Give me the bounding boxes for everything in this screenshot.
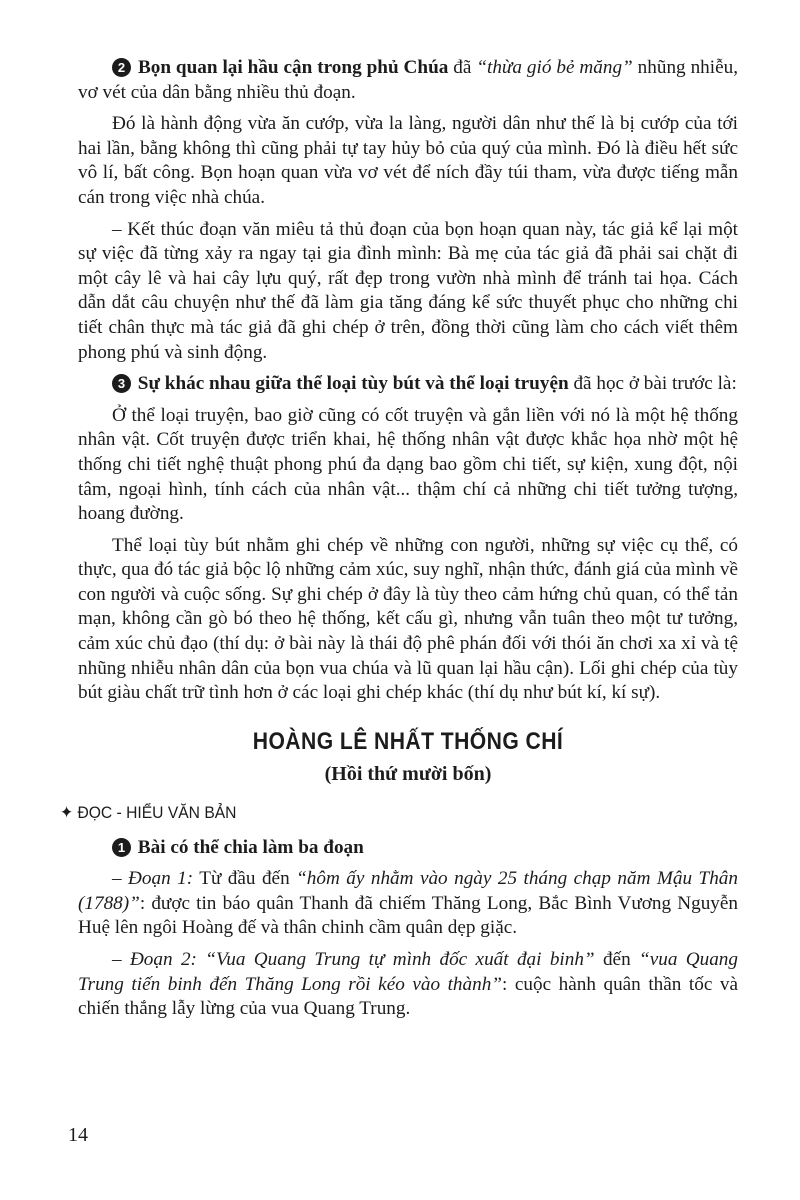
paragraph-division [78, 836, 738, 861]
text: đã học ở bài trước là: [568, 373, 737, 395]
page-number: 14 [68, 1124, 88, 1146]
number-3-badge: 3 [112, 374, 131, 393]
text: nhũng nhiễu, vơ vét của dân bằng nhiều thủ đoạn. [78, 57, 738, 103]
label-part-1: – Đoạn 1: [112, 868, 194, 890]
text: : cuộc hành quân thần tốc và chiến thắng lẫy lừng của vua Quang Trung. [78, 973, 739, 1020]
paragraph-essay-genre: Thể loại tùy bút nhằm ghi chép về những con người, những sự việc cụ thể, có thực, qua đó tác giả bộc lộ những cảm xúc, suy nghĩ, nhận thức, đánh giá của mình về con người và cuộc sống. Sự ghi chép ở đây là tùy theo cảm hứng chủ quan, có thể tản mạn, không cần gò bó theo hệ thống, kết cấu gì, nhưng vẫn tuân theo một tư tưởng, cảm xúc chủ đạo (thí dụ: ở bài này là thái độ phê phán đối với thói ăn chơi xa xỉ và tệ nhũng nhiễu nhân dân của bọn vua chúa và lũ quan lại hầu cận). Lối ghi chép của tùy bút giàu chất trữ tình hơn ở các loại ghi chép khác (thí dụ như bút kí, kí sự). [78, 534, 738, 704]
paragraph-robbery: Đó là hành động vừa ăn cướp, vừa la làng, người dân như thế là bị cướp của tới hai lần, bằng không thì cũng phải tự tay hủy bỏ của quý của mình. Đó là điều hết sức vô lí, bất công. Bọn hoạn quan vừa vơ vét để ních đầy túi tham, vừa được tiếng mẫn cán trong việc nhà chúa. [78, 113, 738, 208]
quote-part-1: “hôm ấy nhằm vào ngày 25 tháng chạp năm Mậu Thân (1788)” [78, 868, 738, 914]
text: đến [594, 949, 640, 970]
number-1-badge: 1 [112, 838, 131, 857]
paragraph-conclusion: – Kết thúc đoạn văn miêu tả thủ đoạn của bọn hoạn quan này, tác giả kể lại một sự việc đã từng xảy ra ngay tại gia đình mình: Bà mẹ của tác giả đã phải sai chặt đi một cây lê và hai cây lựu quý, rất đẹp trong vườn nhà mình để tránh tai họa. Cách dẫn dắt câu chuyện như thế đã làm gia tăng đáng kể sức thuyết phục cho những chi tiết chân thực mà tác giả đã ghi chép ở trên, đồng thời cũng làm cho cách viết thêm phong phú và sinh động. [78, 218, 738, 363]
paragraph-officials [78, 56, 738, 105]
paragraph-part-2 [78, 948, 738, 1022]
paragraph-story-genre: Ở thể loại truyện, bao giờ cũng có cốt truyện và gắn liền với nó là một hệ thống nhân vật. Cốt truyện được triển khai, hệ thống nhân vật được khắc họa nhờ một hệ thống chi tiết nghệ thuật phong phú đa dạng bao gồm chi tiết, sự kiện, xung đột, nội tâm, ngoại hình, tính cách của nhân vật... thậm chí cả những chi tiết tưởng tượng, hoang đường. [78, 404, 738, 525]
label-part-2: – Đoạn 2: [112, 949, 197, 970]
quote-proverb: “thừa gió bẻ măng” [476, 57, 633, 78]
quote-part-2-end: “vua Quang Trung tiến binh đến Thăng Long rồi kéo vào thành” [78, 949, 738, 995]
quote-part-2-start: “Vua Quang Trung tự mình đốc xuất đại binh” [196, 949, 595, 970]
chapter-subtitle: (Hồi thứ mười bốn) [324, 763, 492, 786]
heading-genre: Sự khác nhau giữa thể loại tùy bút và thể loại truyện [137, 373, 569, 395]
chapter-title: HOÀNG LÊ NHẤT THỐNG CHÍ [252, 727, 564, 755]
text: đã [448, 57, 477, 78]
text: Từ đầu đến [193, 868, 297, 890]
heading-division: Bài có thể chia làm ba đoạn [137, 836, 364, 858]
paragraph-genre-difference [78, 372, 738, 397]
page-body [60, 56, 739, 1029]
section-heading: ✦ ĐỌC - HIỂU VĂN BẢN [60, 803, 237, 823]
text: : được tin báo quân Thanh đã chiếm Thăng Long, Bắc Bình Vương Nguyễn Huệ lên ngôi Hoàng đế và thân chinh cầm quân dẹp giặc. [78, 892, 738, 939]
heading-officials: Bọn quan lại hầu cận trong phủ Chúa [137, 57, 449, 78]
number-2-badge: 2 [112, 58, 131, 77]
paragraph-part-1 [78, 867, 738, 941]
